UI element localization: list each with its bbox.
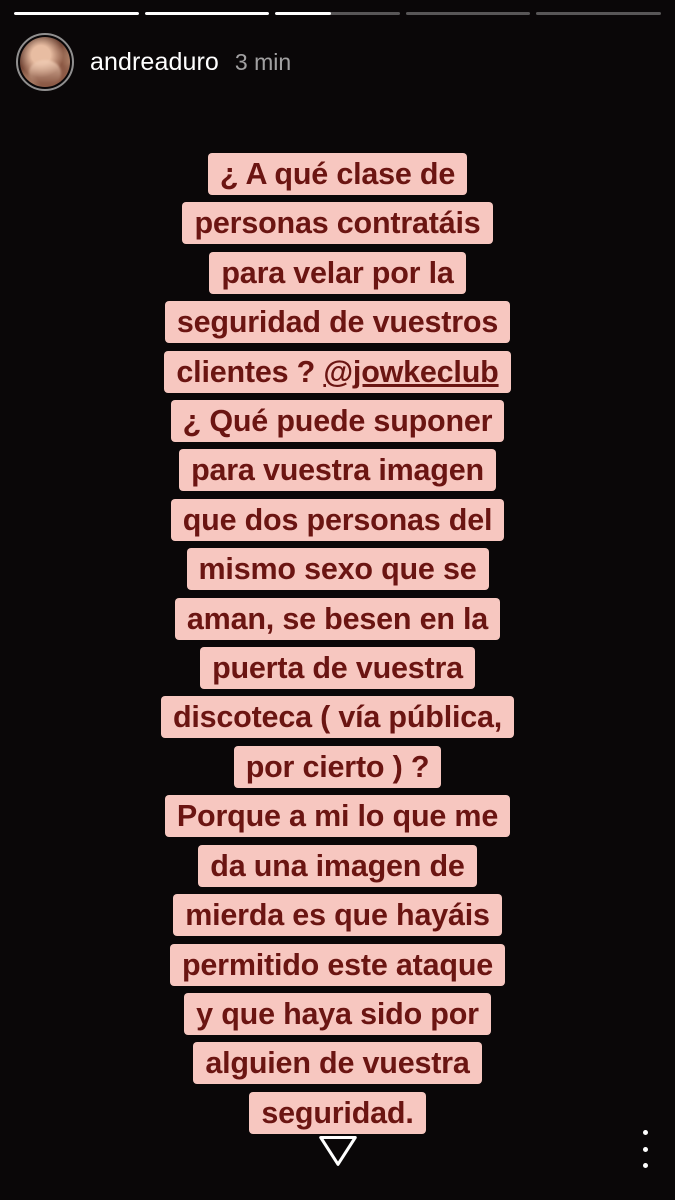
story-progress-segment-5[interactable] <box>536 12 661 15</box>
caption-text: Porque a mi lo que me <box>165 795 510 837</box>
caption-line <box>86 891 589 940</box>
send-paper-plane-icon[interactable] <box>315 1126 361 1172</box>
caption-text: que dos personas del <box>171 499 505 541</box>
avatar[interactable] <box>16 33 74 91</box>
caption-text: mierda es que hayáis <box>173 894 502 936</box>
caption-line <box>86 545 589 594</box>
caption-text: discoteca ( vía pública, <box>161 696 514 738</box>
caption-text: personas contratáis <box>182 202 492 244</box>
caption-text-prefix: clientes ? <box>176 354 324 389</box>
caption-text: aman, se besen en la <box>175 598 500 640</box>
caption-line <box>86 743 589 792</box>
caption-line <box>86 644 589 693</box>
caption-text: para velar por la <box>209 252 465 294</box>
caption-text: y que haya sido por <box>184 993 491 1035</box>
story-progress-segment-1[interactable] <box>14 12 139 15</box>
caption-text: alguien de vuestra <box>193 1042 481 1084</box>
caption-line <box>86 842 589 891</box>
caption-line <box>86 1039 589 1088</box>
caption-line <box>86 199 589 248</box>
caption-text: da una imagen de <box>198 845 476 887</box>
story-progress-segment-2[interactable] <box>145 12 270 15</box>
avatar-image <box>20 37 70 87</box>
caption-line <box>86 298 589 347</box>
more-options-icon[interactable] <box>641 1130 649 1168</box>
caption-line <box>86 792 589 841</box>
caption-text: permitido este ataque <box>170 944 505 986</box>
story-progress-segment-3[interactable] <box>275 12 400 15</box>
caption-text: puerta de vuestra <box>200 647 475 689</box>
caption-text: seguridad. <box>249 1092 425 1134</box>
caption-line <box>86 446 589 495</box>
caption-text: seguridad de vuestros <box>165 301 510 343</box>
caption-line <box>86 941 589 990</box>
caption-line <box>86 693 589 742</box>
caption-line <box>86 249 589 298</box>
story-username[interactable]: andreaduro <box>90 47 219 76</box>
caption-text <box>164 351 510 393</box>
caption-line <box>86 595 589 644</box>
story-bottom-bar <box>0 1104 675 1200</box>
caption-text: por cierto ) ? <box>234 746 442 788</box>
caption-text: mismo sexo que se <box>187 548 489 590</box>
mention-link[interactable]: @jowkeclub <box>323 354 499 389</box>
story-caption <box>0 150 675 1138</box>
caption-text: para vuestra imagen <box>179 449 496 491</box>
caption-line <box>86 496 589 545</box>
caption-line <box>86 397 589 446</box>
caption-line <box>86 990 589 1039</box>
story-progress-segment-4[interactable] <box>406 12 531 15</box>
caption-line-with-mention <box>86 348 589 397</box>
story-header <box>16 30 659 94</box>
caption-line <box>86 150 589 199</box>
caption-text: ¿ Qué puede suponer <box>171 400 505 442</box>
caption-text: ¿ A qué clase de <box>208 153 467 195</box>
story-timestamp: 3 min <box>234 48 292 75</box>
story-progress-bar <box>14 12 661 15</box>
